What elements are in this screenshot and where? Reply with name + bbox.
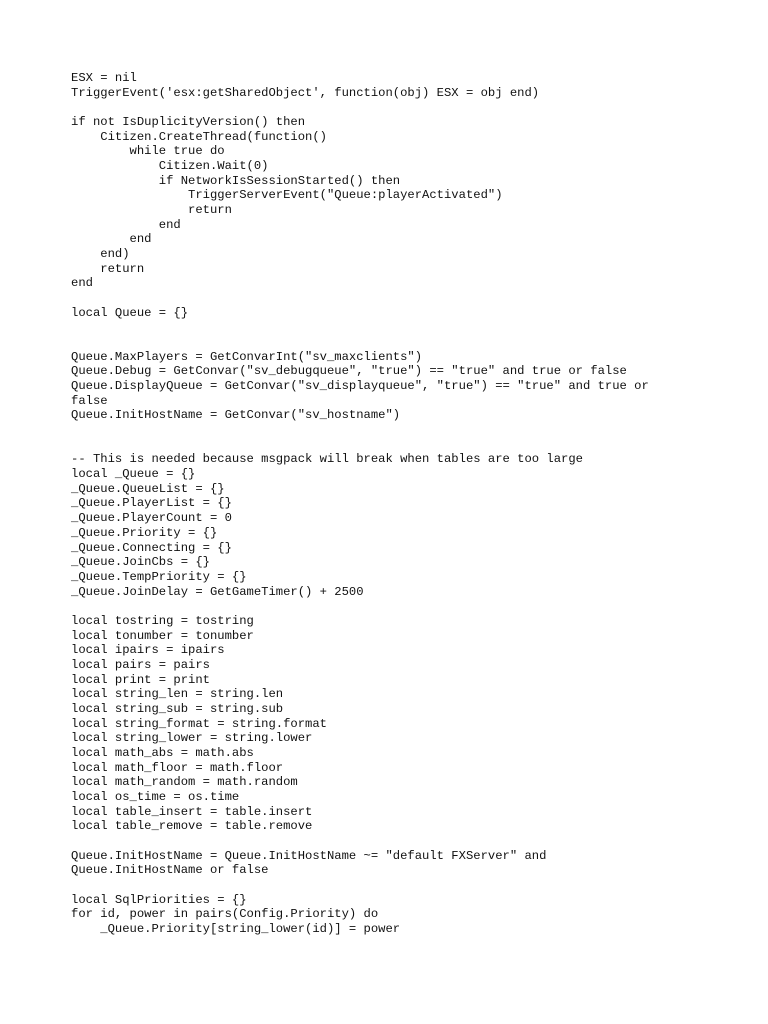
code-line: local string_sub = string.sub <box>71 701 284 716</box>
code-line: local math_abs = math.abs <box>71 745 254 760</box>
code-line: false <box>71 393 108 408</box>
code-line: local tonumber = tonumber <box>71 628 254 643</box>
code-line: _Queue.JoinDelay = GetGameTimer() + 2500 <box>71 584 364 599</box>
code-line: return <box>71 203 232 218</box>
code-line <box>71 438 711 453</box>
code-line: local table_insert = table.insert <box>71 804 313 819</box>
code-line: local string_lower = string.lower <box>71 731 313 746</box>
code-line: local print = print <box>71 672 210 687</box>
code-line: Queue.InitHostName = Queue.InitHostName ~= "default FXServer" and <box>71 848 547 863</box>
code-line: TriggerServerEvent("Queue:playerActivated") <box>71 188 503 203</box>
code-line: local os_time = os.time <box>71 789 240 804</box>
code-line: _Queue.Priority[string_lower(id)] = power <box>71 921 401 936</box>
code-line: _Queue.JoinCbs = {} <box>71 555 210 570</box>
code-line: Queue.Debug = GetConvar("sv_debugqueue", "true") == "true" and true or false <box>71 364 627 379</box>
code-line: Queue.DisplayQueue = GetConvar("sv_displayqueue", "true") == "true" and true or <box>71 379 649 394</box>
code-line: if not IsDuplicityVersion() then <box>71 115 306 130</box>
code-line: local math_random = math.random <box>71 775 298 790</box>
code-line: local math_floor = math.floor <box>71 760 284 775</box>
code-line: end <box>71 217 181 232</box>
code-line: _Queue.PlayerList = {} <box>71 496 232 511</box>
code-line: local table_remove = table.remove <box>71 819 313 834</box>
code-line: TriggerEvent('esx:getSharedObject', function(obj) ESX = obj end) <box>71 85 540 100</box>
code-line: Queue.InitHostName or false <box>71 863 269 878</box>
code-line <box>71 834 711 849</box>
code-line: _Queue.QueueList = {} <box>71 481 225 496</box>
code-line: end <box>71 232 152 247</box>
code-line: local string_len = string.len <box>71 687 284 702</box>
code-line: Queue.InitHostName = GetConvar("sv_hostname") <box>71 408 401 423</box>
code-line: local SqlPriorities = {} <box>71 892 247 907</box>
code-line: local Queue = {} <box>71 305 189 320</box>
code-line: local _Queue = {} <box>71 467 196 482</box>
code-line: Citizen.CreateThread(function() <box>71 129 327 144</box>
code-line: _Queue.PlayerCount = 0 <box>71 511 232 526</box>
code-line: local pairs = pairs <box>71 657 210 672</box>
code-line: return <box>71 261 145 276</box>
code-line: local ipairs = ipairs <box>71 643 225 658</box>
code-line: end) <box>71 247 130 262</box>
code-line <box>71 878 711 893</box>
code-line <box>71 291 711 306</box>
code-block <box>71 71 711 937</box>
code-line: _Queue.Connecting = {} <box>71 540 232 555</box>
code-line <box>71 335 711 350</box>
document-page <box>71 71 711 937</box>
code-line <box>71 423 711 438</box>
code-line: end <box>71 276 93 291</box>
code-line: _Queue.TempPriority = {} <box>71 569 247 584</box>
code-line: local string_format = string.format <box>71 716 327 731</box>
code-line: if NetworkIsSessionStarted() then <box>71 173 401 188</box>
code-line <box>71 599 711 614</box>
code-line <box>71 100 711 115</box>
code-line: Queue.MaxPlayers = GetConvarInt("sv_maxclients") <box>71 349 423 364</box>
code-line: Citizen.Wait(0) <box>71 159 269 174</box>
code-line: ESX = nil <box>71 71 137 85</box>
code-line: _Queue.Priority = {} <box>71 525 218 540</box>
code-line: -- This is needed because msgpack will break when tables are too large <box>71 452 583 467</box>
code-line: while true do <box>71 144 225 159</box>
code-line: for id, power in pairs(Config.Priority) do <box>71 907 379 922</box>
code-line: local tostring = tostring <box>71 613 254 628</box>
code-line <box>71 320 711 335</box>
